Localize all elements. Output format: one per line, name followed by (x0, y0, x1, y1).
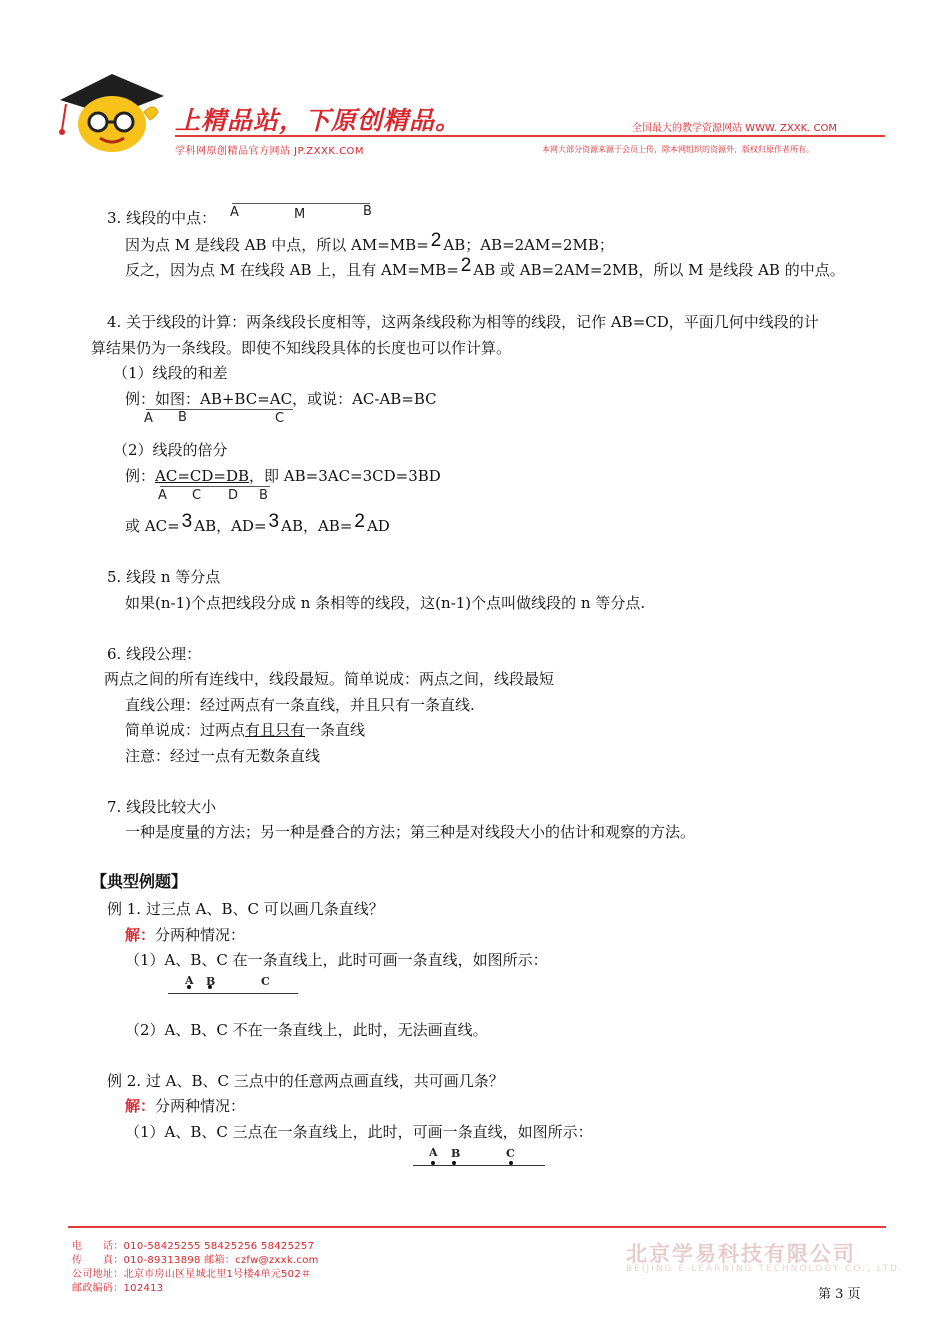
header-rule (175, 135, 885, 137)
calc-para-line-2: 算结果仍为一条线段。即使不知线段具体的长度也可以作计算。 (91, 339, 512, 357)
footer-rule (68, 1226, 886, 1228)
section-title: 5. 线段 n 等分点 (107, 568, 221, 586)
subheading-multiple: （2）线段的倍分 (113, 441, 228, 459)
site-name: 全国最大的教学资源网站 WWW. ZXXK. COM (632, 123, 837, 134)
footer-phone: 电 话：010-58425255 58425256 58425257 (72, 1241, 315, 1252)
point-label: B (259, 488, 268, 503)
point-marker (431, 1161, 435, 1165)
example-1-case-2: （2）A、B、C 不在一条直线上，此时，无法画直线。 (125, 1021, 488, 1039)
section-body: 如果(n-1)个点把线段分成 n 条相等的线段，这(n-1)个点叫做线段的 n 等分点. (125, 594, 646, 612)
example-sum-diff: 例：如图：AB+BC=AC，或说：AC-AB=BC (125, 390, 437, 408)
point-label: B (206, 975, 216, 988)
point-marker (509, 1161, 513, 1165)
section-title: 7. 线段比较大小 (107, 798, 217, 816)
point-label: C (261, 975, 270, 988)
point-label: C (192, 488, 202, 503)
section-body: 一种是度量的方法；另一种是叠合的方法；第三种是对线段大小的估计和观察的方法。 (125, 823, 696, 841)
disclaimer: 本网大部分资源来源于会员上传，除本网组织的资源外，版权归原作者所有。 (542, 145, 814, 154)
example-1-case-1: （1）A、B、C 在一条直线上，此时可画一条直线，如图所示： (125, 951, 548, 969)
point-label: B (451, 1147, 461, 1160)
example-2-case-1: （1）A、B、C 三点在一条直线上，此时，可画一条直线，如图所示： (125, 1123, 593, 1141)
company-name-en: BEIJING E-LEARNING TECHNOLOGY CO., LTD. (626, 1264, 904, 1274)
point-label: C (506, 1147, 515, 1160)
example-2-question: 例 2. 过 A、B、C 三点中的任意两点画直线，共可画几条？ (107, 1072, 504, 1090)
company-name: 北京学易科技有限公司 (626, 1242, 856, 1266)
point-label: A (230, 205, 239, 220)
line-figure (168, 993, 298, 994)
slogan: 上精品站，下原创精品。 (175, 106, 462, 135)
axiom-line-3: 简单说成：过两点有且只有一条直线 (125, 721, 366, 739)
axiom-line-2: 直线公理：经过两点有一条直线，并且只有一条直线. (125, 696, 475, 714)
fraction-half: 2 (460, 255, 472, 276)
point-label: A (144, 411, 153, 426)
footer-postcode: 邮政编码：102413 (72, 1283, 164, 1294)
footer-fax: 传 真：010-89313898 邮箱：czfw@zxxk.com (72, 1255, 319, 1266)
line-figure (413, 1165, 545, 1166)
midpoint-line-1: 因为点 M 是线段 AB 中点，所以 AM=MB= 2 AB；AB=2AM=2MB； (125, 230, 614, 254)
page-number: 第 3 页 (818, 1287, 861, 1302)
axiom-line-4: 注意：经过一点有无数条直线 (125, 747, 321, 765)
point-label: B (363, 204, 372, 219)
site-subtitle: 学科网原创精品官方网站 JP.ZXXK.COM (175, 146, 365, 157)
section-title: 6. 线段公理： (107, 645, 202, 663)
point-label: A (185, 974, 194, 987)
ratio-line: 或 AC= 3 AB，AD= 3 AB，AB= 2 AD (125, 511, 390, 535)
point-label: M (294, 207, 306, 222)
point-marker (452, 1161, 456, 1165)
point-label: A (429, 1146, 438, 1159)
point-label: B (178, 410, 187, 425)
point-label: A (158, 488, 167, 503)
subheading-sum-diff: （1）线段的和差 (113, 364, 228, 382)
calc-para-line-1: 4. 关于线段的计算：两条线段长度相等，这两条线段称为相等的线段，记作 AB=CD，平面几何中线段的计 (107, 313, 819, 331)
example-1-question: 例 1. 过三点 A、B、C 可以画几条直线？ (107, 900, 384, 918)
examples-heading: 【典型例题】 (91, 872, 188, 891)
mascot-logo-icon (52, 68, 172, 158)
example-2-solution: 解：分两种情况： (125, 1097, 246, 1115)
section-title: 3. 线段的中点： (107, 209, 217, 227)
point-label: C (275, 411, 285, 426)
footer-address: 公司地址：北京市房山区星城北里1号楼4单元502＃ (72, 1269, 312, 1280)
segment-line (160, 486, 270, 487)
segment-line (232, 203, 370, 204)
segment-line (146, 409, 293, 410)
midpoint-line-2: 反之，因为点 M 在线段 AB 上，且有 AM=MB= 2 AB 或 AB=2AM=2MB，所以 M 是线段 AB 的中点。 (125, 255, 845, 279)
example-1-solution: 解：分两种情况： (125, 926, 246, 944)
axiom-line-1: 两点之间的所有连线中，线段最短。简单说成：两点之间，线段最短 (104, 670, 555, 688)
point-label: D (228, 488, 239, 503)
example-multiple: 例：AC=CD=DB，即 AB=3AC=3CD=3BD (125, 467, 441, 485)
fraction-half: 2 (430, 230, 442, 251)
